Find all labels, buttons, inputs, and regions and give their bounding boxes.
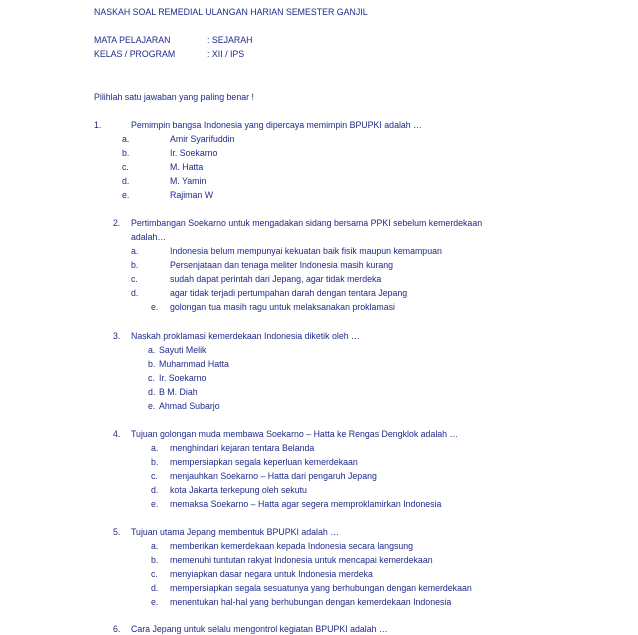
option-letter: a. <box>131 246 139 256</box>
option-letter: a. <box>122 134 130 144</box>
question-text: Cara Jepang untuk selalu mengontrol kegiatan BPUPKI adalah … <box>131 624 388 634</box>
option-text: Ir. Soekarno <box>170 148 218 158</box>
option-letter: a. <box>148 345 156 355</box>
option-letter: b. <box>151 555 159 565</box>
class-label: KELAS / PROGRAM <box>94 49 176 59</box>
option-text: menyiapkan dasar negara untuk Indonesia merdeka <box>170 569 373 579</box>
option-text: Ir. Soekarno <box>159 373 207 383</box>
option-letter: b. <box>148 359 156 369</box>
question-number: 5. <box>113 527 121 537</box>
option-letter: e. <box>151 499 159 509</box>
option-text: B M. Diah <box>159 387 198 397</box>
document-title: NASKAH SOAL REMEDIAL ULANGAN HARIAN SEMESTER GANJIL <box>94 7 368 17</box>
option-letter: d. <box>148 387 156 397</box>
option-letter: e. <box>122 190 130 200</box>
option-letter: c. <box>151 471 158 481</box>
option-letter: c. <box>148 373 155 383</box>
class-value: : XII / IPS <box>207 49 245 59</box>
option-text: menghindari kejaran tentara Belanda <box>170 443 315 453</box>
subject-value: : SEJARAH <box>207 35 253 45</box>
option-text: Amir Syarifuddin <box>170 134 235 144</box>
option-letter: e. <box>151 302 159 312</box>
question-number: 2. <box>113 218 121 228</box>
option-text: M. Hatta <box>170 162 204 172</box>
question-text: Tujuan golongan muda membawa Soekarno – Hatta ke Rengas Dengklok adalah … <box>131 429 459 439</box>
option-letter: b. <box>151 457 159 467</box>
option-text: memberikan kemerdekaan kepada Indonesia secara langsung <box>170 541 414 551</box>
option-text: mempersiapkan segala sesuatunya yang berhubungan dengan kemerdekaan <box>170 583 472 593</box>
option-text: menentukan hal-hal yang berhubungan dengan kemerdekaan Indonesia <box>170 597 452 607</box>
option-text: M. Yamin <box>170 176 207 186</box>
question-text-continued: adalah… <box>131 232 167 242</box>
option-letter: b. <box>131 260 139 270</box>
question-text: Tujuan utama Jepang membentuk BPUPKI adalah … <box>131 527 339 537</box>
option-text: memaksa Soekarno – Hatta agar segera memproklamirkan Indonesia <box>170 499 442 509</box>
option-letter: d. <box>122 176 130 186</box>
option-text: memenuhi tuntutan rakyat Indonesia untuk mencapai kemerdekaan <box>170 555 433 565</box>
option-text: mempersiapkan segala keperluan kemerdekaan <box>170 457 358 467</box>
option-text: sudah dapat perintah dari Jepang, agar tidak merdeka <box>170 274 382 284</box>
option-letter: c. <box>122 162 129 172</box>
question-text: Pemimpin bangsa Indonesia yang dipercaya memimpin BPUPKI adalah … <box>131 120 422 130</box>
option-letter: c. <box>151 569 158 579</box>
question-number: 4. <box>113 429 121 439</box>
option-letter: a. <box>151 443 159 453</box>
subject-label: MATA PELAJARAN <box>94 35 171 45</box>
option-text: Rajiman W <box>170 190 214 200</box>
instruction-text: Pilihlah satu jawaban yang paling benar ! <box>94 92 254 102</box>
question-number: 6. <box>113 624 121 634</box>
option-text: Sayuti Melik <box>159 345 207 355</box>
option-text: kota Jakarta terkepung oleh sekutu <box>170 485 307 495</box>
option-letter: d. <box>131 288 139 298</box>
option-letter: d. <box>151 583 159 593</box>
question-text: Pertimbangan Soekarno untuk mengadakan sidang bersama PPKI sebelum kemerdekaan <box>131 218 483 228</box>
option-letter: b. <box>122 148 130 158</box>
option-letter: e. <box>148 401 156 411</box>
option-letter: e. <box>151 597 159 607</box>
option-text: Ahmad Subarjo <box>159 401 220 411</box>
option-letter: d. <box>151 485 159 495</box>
option-letter: c. <box>131 274 138 284</box>
question-number: 1. <box>94 120 102 130</box>
option-text: Indonesia belum mempunyai kekuatan baik fisik maupun kemampuan <box>170 246 442 256</box>
question-number: 3. <box>113 331 121 341</box>
question-text: Naskah proklamasi kemerdekaan Indonesia diketik oleh … <box>131 331 360 341</box>
option-text: menjauhkan Soekarno – Hatta dari pengaruh Jepang <box>170 471 377 481</box>
option-text: Muhammad Hatta <box>159 359 229 369</box>
option-text: Persenjataan dan tenaga meliter Indonesia masih kurang <box>170 260 393 270</box>
option-letter: a. <box>151 541 159 551</box>
option-text: golongan tua masih ragu untuk melaksanakan proklamasi <box>170 302 395 312</box>
option-text: agar tidak terjadi pertumpahan darah dengan tentara Jepang <box>170 288 408 298</box>
